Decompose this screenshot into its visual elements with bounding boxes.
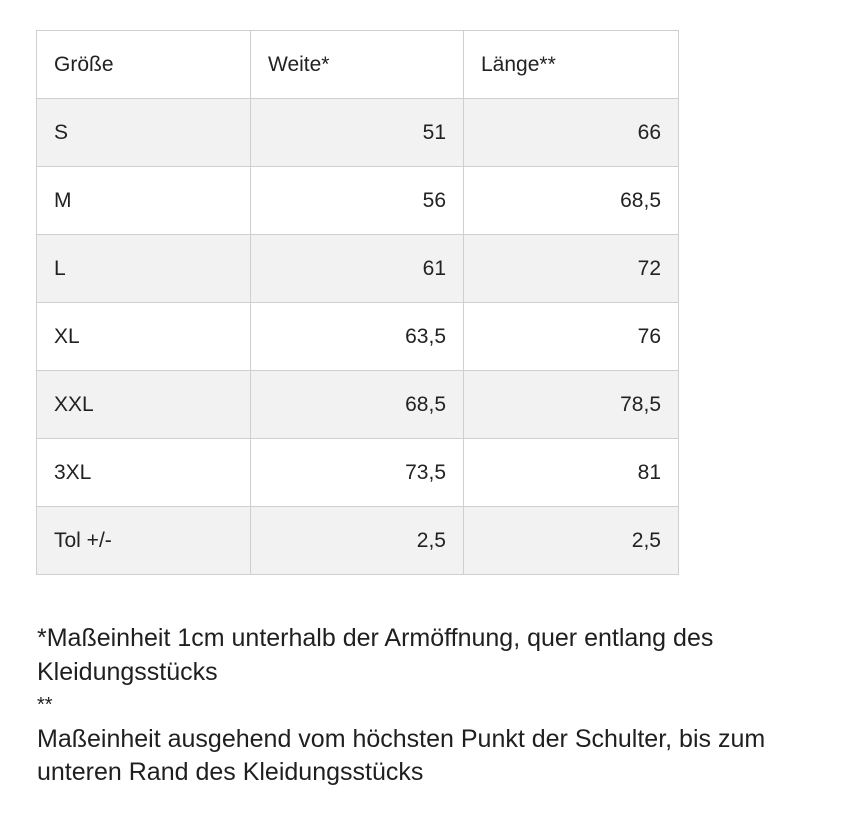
header-length: Länge** (464, 31, 679, 99)
table-row (37, 371, 679, 439)
table-row (37, 167, 679, 235)
length-cell: 66 (464, 99, 679, 167)
size-cell: XL (37, 303, 251, 371)
width-cell: 73,5 (251, 439, 464, 507)
width-cell: 2,5 (251, 507, 464, 575)
length-cell: 76 (464, 303, 679, 371)
table-row (37, 439, 679, 507)
size-cell: S (37, 99, 251, 167)
table-row (37, 507, 679, 575)
header-size: Größe (37, 31, 251, 99)
width-footnote: *Maßeinheit 1cm unterhalb der Armöffnung, quer entlang des Kleidungsstücks (37, 624, 721, 686)
length-cell: 2,5 (464, 507, 679, 575)
length-cell: 81 (464, 439, 679, 507)
width-cell: 68,5 (251, 371, 464, 439)
table-row (37, 99, 679, 167)
length-footnote-line1: Maßeinheit ausgehend vom höchsten Punkt der Schulter, bis zum (37, 724, 766, 753)
size-cell: 3XL (37, 439, 251, 507)
length-footnote-marker: ** (37, 694, 53, 716)
size-cell: M (37, 167, 251, 235)
width-cell: 56 (251, 167, 464, 235)
size-cell: Tol +/- (37, 507, 251, 575)
width-cell: 63,5 (251, 303, 464, 371)
length-cell: 72 (464, 235, 679, 303)
size-cell: L (37, 235, 251, 303)
table-header-row (37, 31, 679, 99)
length-cell: 68,5 (464, 167, 679, 235)
table-row (37, 303, 679, 371)
size-chart-table (36, 30, 679, 575)
width-cell: 51 (251, 99, 464, 167)
length-footnote-line2: unteren Rand des Kleidungsstücks (37, 758, 424, 786)
table-row (37, 235, 679, 303)
measurement-notes (37, 622, 827, 790)
size-cell: XXL (37, 371, 251, 439)
width-cell: 61 (251, 235, 464, 303)
header-width: Weite* (251, 31, 464, 99)
length-cell: 78,5 (464, 371, 679, 439)
